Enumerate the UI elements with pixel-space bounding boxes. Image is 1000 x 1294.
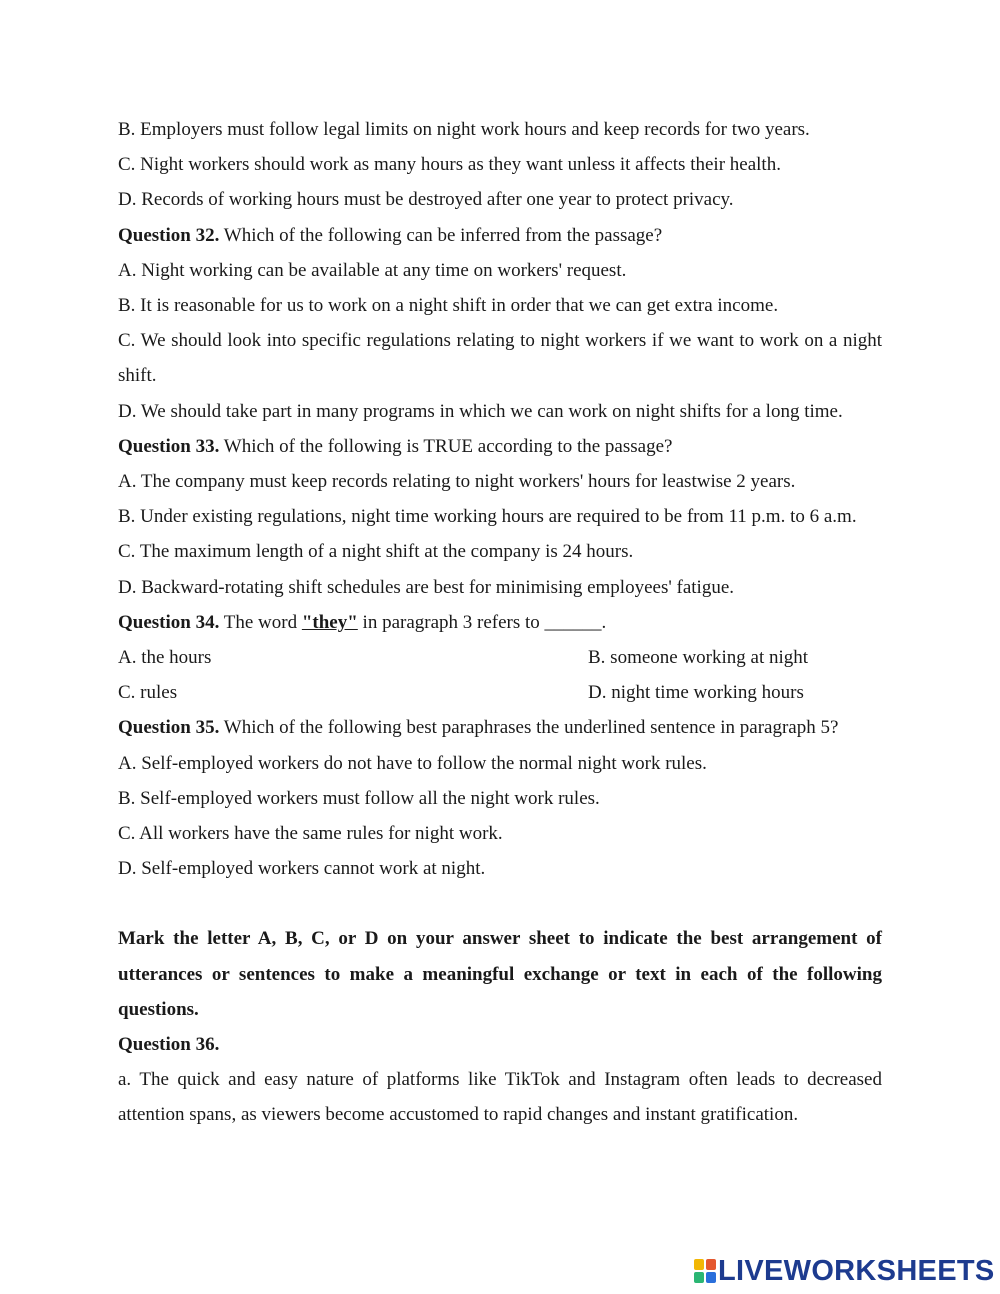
q32-option-c: C. We should look into specific regulations relating to night workers if we want to work on a night shift. — [118, 330, 882, 387]
logo-square-blue — [706, 1272, 716, 1283]
liveworksheets-logo[interactable] — [694, 1256, 995, 1286]
q36-item-a: a. The quick and easy nature of platforms like TikTok and Instagram often leads to decreased attention spans, as viewers become accustomed to rapid changes and instant gratification. — [118, 1069, 882, 1126]
question-34-stem-after: in paragraph 3 refers to ______. — [357, 611, 607, 633]
q35-option-d: D. Self-employed workers cannot work at night. — [118, 858, 486, 880]
question-32-label: Question 32. — [118, 224, 220, 246]
q31-option-c: C. Night workers should work as many hours as they want unless it affects their health. — [118, 154, 781, 176]
logo-square-yellow — [694, 1259, 704, 1270]
q34-option-c: C. rules — [118, 682, 178, 704]
q31-option-b: B. Employers must follow legal limits on night work hours and keep records for two years. — [118, 119, 810, 140]
question-34-highlight-word: "they" — [301, 611, 358, 633]
q35-option-c: C. All workers have the same rules for night work. — [118, 823, 503, 845]
q33-option-b: B. Under existing regulations, night time working hours are required to be from 11 p.m. to 6 a.m. — [118, 506, 857, 528]
question-32 — [118, 218, 882, 253]
q34-options-row-2 — [118, 675, 882, 710]
q31-option-d: D. Records of working hours must be destroyed after one year to protect privacy. — [118, 189, 734, 211]
logo-square-red — [706, 1259, 716, 1270]
question-35-label: Question 35. — [118, 717, 220, 739]
q35-option-b: B. Self-employed workers must follow all the night work rules. — [118, 787, 600, 809]
question-34 — [118, 605, 882, 640]
liveworksheets-logo-icon — [694, 1259, 716, 1283]
question-33 — [118, 429, 882, 464]
q33-option-c: C. The maximum length of a night shift at the company is 24 hours. — [118, 541, 634, 563]
q32-option-a: A. Night working can be available at any time on workers' request. — [118, 259, 627, 281]
q34-option-d: D. night time working hours — [588, 682, 804, 704]
q32-option-b: B. It is reasonable for us to work on a night shift in order that we can get extra income. — [118, 295, 779, 317]
q34-options-row-1 — [118, 640, 882, 675]
question-32-stem: Which of the following can be inferred from the passage? — [219, 224, 663, 246]
q33-option-a: A. The company must keep records relating to night workers' hours for leastwise 2 years. — [118, 471, 796, 493]
question-33-label: Question 33. — [118, 435, 220, 457]
question-33-stem: Which of the following is TRUE according to the passage? — [219, 435, 673, 457]
liveworksheets-logo-text: LIVEWORKSHEETS — [718, 1254, 995, 1287]
q35-option-a: A. Self-employed workers do not have to follow the normal night work rules. — [118, 752, 707, 774]
section-spacer — [118, 886, 882, 921]
worksheet-page — [118, 112, 882, 1133]
question-35 — [118, 710, 882, 745]
q34-option-a: A. the hours — [118, 647, 212, 669]
q33-option-d: D. Backward-rotating shift schedules are best for minimising employees' fatigue. — [118, 576, 735, 598]
logo-square-green — [694, 1272, 704, 1283]
question-34-stem-before: The word — [219, 611, 302, 633]
q34-option-b: B. someone working at night — [588, 647, 809, 669]
question-35-stem: Which of the following best paraphrases the underlined sentence in paragraph 5? — [219, 717, 839, 739]
question-36-label: Question 36. — [118, 1034, 220, 1056]
section-instruction: Mark the letter A, B, C, or D on your answer sheet to indicate the best arrangement of utterances or sentences to make a meaningful exchange or text in each of the following questions. — [118, 928, 882, 1020]
question-34-label: Question 34. — [118, 611, 220, 633]
q32-option-d: D. We should take part in many programs in which we can work on night shifts for a long time. — [118, 400, 843, 422]
